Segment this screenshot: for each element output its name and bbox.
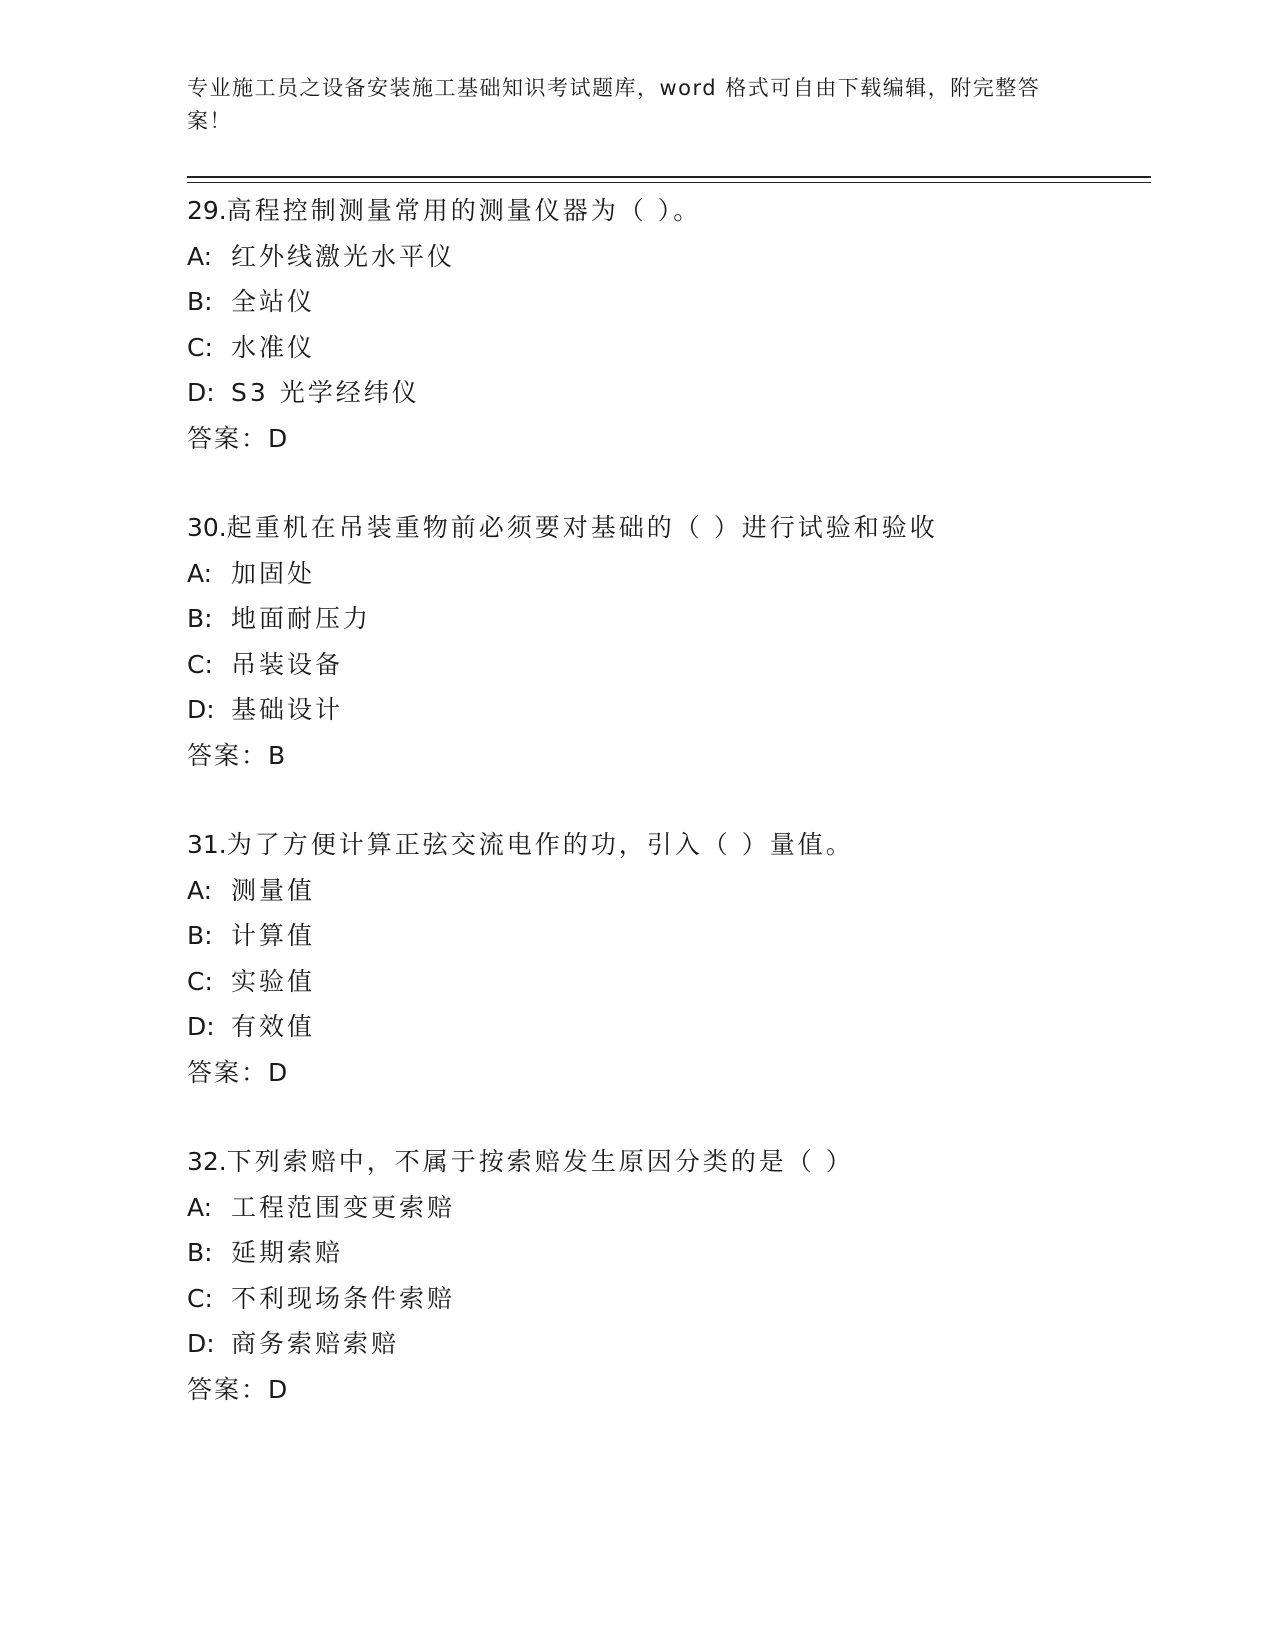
option-letter: B: <box>187 921 213 950</box>
question-number: 29. <box>187 196 227 225</box>
option-text: 测量值 <box>231 875 316 905</box>
header-divider-thin <box>187 182 1151 183</box>
option-letter: B: <box>187 287 213 316</box>
option-text: 实验值 <box>231 966 316 996</box>
option-b <box>187 913 1147 959</box>
document-header: 专业施工员之设备安装施工基础知识考试题库，word 格式可自由下载编辑，附完整答案！ <box>187 76 1041 133</box>
question-stem <box>187 1139 1147 1185</box>
option-c <box>187 642 1147 688</box>
question-text: 为了方便计算正弦交流电作的功，引入（ ）量值。 <box>226 830 854 859</box>
answer-line: 答案：D <box>187 1374 290 1404</box>
option-letter: A: <box>187 558 213 588</box>
option-a <box>187 1185 1147 1231</box>
option-text: 有效值 <box>231 1012 316 1041</box>
question-32 <box>187 1139 1147 1412</box>
option-letter: A: <box>187 1192 213 1222</box>
option-text: 基础设计 <box>231 695 344 724</box>
option-letter: D: <box>187 695 215 724</box>
option-text: 红外线激光水平仪 <box>231 241 456 271</box>
question-number: 30. <box>187 513 227 542</box>
option-letter: C: <box>187 649 213 679</box>
question-29 <box>187 188 1147 461</box>
question-stem <box>187 188 1147 234</box>
question-text: 起重机在吊装重物前必须要对基础的（ ）进行试验和验收 <box>226 513 938 542</box>
option-text: 不利现场条件索赔 <box>231 1283 456 1313</box>
option-text: 吊装设备 <box>231 649 344 679</box>
option-d <box>187 1321 1147 1367</box>
question-stem <box>187 822 1147 868</box>
answer-line: 答案：D <box>187 1057 290 1087</box>
option-d <box>187 1004 1147 1050</box>
option-letter: B: <box>187 1238 213 1267</box>
option-letter: C: <box>187 332 213 362</box>
answer-line: 答案：D <box>187 423 290 453</box>
option-letter: C: <box>187 966 213 996</box>
question-text: 下列索赔中，不属于按索赔发生原因分类的是（ ） <box>226 1147 854 1176</box>
option-b <box>187 596 1147 642</box>
question-stem <box>187 505 1147 551</box>
option-text: 全站仪 <box>231 287 316 316</box>
question-30 <box>187 505 1147 778</box>
option-text: 加固处 <box>231 558 316 588</box>
header-divider-thick <box>187 176 1151 178</box>
option-letter: B: <box>187 604 213 633</box>
question-text: 高程控制测量常用的测量仪器为（ ）。 <box>226 196 702 225</box>
option-c <box>187 325 1147 371</box>
option-text: 延期索赔 <box>231 1238 344 1267</box>
option-text: 工程范围变更索赔 <box>231 1192 456 1222</box>
option-a <box>187 868 1147 914</box>
option-text: 商务索赔索赔 <box>231 1329 400 1358</box>
option-c <box>187 959 1147 1005</box>
option-letter: D: <box>187 378 215 407</box>
question-number: 31. <box>187 830 227 859</box>
question-list <box>187 188 1147 1412</box>
option-text: 地面耐压力 <box>231 604 372 633</box>
option-a <box>187 551 1147 597</box>
option-text: 水准仪 <box>231 332 316 362</box>
option-b <box>187 1230 1147 1276</box>
option-letter: A: <box>187 241 213 271</box>
option-letter: D: <box>187 1012 215 1041</box>
option-text: 计算值 <box>231 921 316 950</box>
option-d <box>187 687 1147 733</box>
option-letter: D: <box>187 1329 215 1358</box>
question-number: 32. <box>187 1147 227 1176</box>
answer-line: 答案：B <box>187 740 288 770</box>
option-a <box>187 234 1147 280</box>
option-b <box>187 279 1147 325</box>
option-d <box>187 370 1147 416</box>
question-31 <box>187 822 1147 1095</box>
option-letter: C: <box>187 1283 213 1313</box>
option-letter: A: <box>187 875 213 905</box>
option-text: S3 光学经纬仪 <box>231 378 420 407</box>
option-c <box>187 1276 1147 1322</box>
